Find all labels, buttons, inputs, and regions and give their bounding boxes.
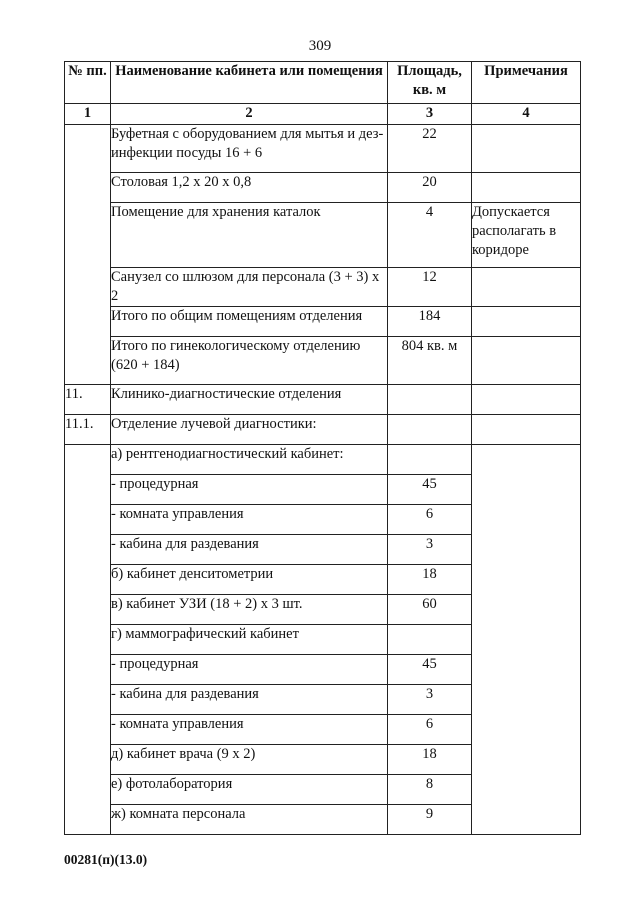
row-name: Итого по гинекологическому отделению (620 + 184): [111, 337, 388, 385]
row-area: 804 кв. м: [388, 337, 472, 385]
row-area: [388, 415, 472, 445]
row-note: [472, 337, 581, 385]
row-number: [65, 445, 111, 835]
row-name: Помещение для хранения каталок: [111, 203, 388, 268]
row-area: 8: [388, 775, 472, 805]
row-area: 3: [388, 685, 472, 715]
column-index: 2: [111, 104, 388, 125]
row-name: - кабина для раздевания: [111, 685, 388, 715]
premises-table: [64, 61, 581, 835]
row-note: [472, 445, 581, 835]
column-index: 1: [65, 104, 111, 125]
row-area: [388, 385, 472, 415]
row-area: [388, 625, 472, 655]
row-name: Буфетная с оборудованием для мытья и дез-инфекции посуды 16 + 6: [111, 125, 388, 173]
table-row: [65, 337, 581, 385]
row-name: ж) комната персонала: [111, 805, 388, 835]
row-area: 12: [388, 268, 472, 307]
row-area: 22: [388, 125, 472, 173]
row-name: Клинико-диагностические отделения: [111, 385, 388, 415]
row-name: - процедурная: [111, 475, 388, 505]
row-name: г) маммографический кабинет: [111, 625, 388, 655]
row-name: Итого по общим помещениям отделения: [111, 307, 388, 337]
row-area: 9: [388, 805, 472, 835]
row-name: - комната управления: [111, 715, 388, 745]
row-number: [65, 125, 111, 385]
column-index: 4: [472, 104, 581, 125]
row-area: 45: [388, 475, 472, 505]
page-number: 309: [308, 38, 332, 54]
row-name: в) кабинет УЗИ (18 + 2) х 3 шт.: [111, 595, 388, 625]
row-note: Допускается располагать в коридоре: [472, 203, 581, 268]
row-area: 20: [388, 173, 472, 203]
row-note: [472, 385, 581, 415]
table-row: [65, 415, 581, 445]
row-name: Санузел со шлюзом для персонала (3 + 3) х 2: [111, 268, 388, 307]
row-name: б) кабинет денситометрии: [111, 565, 388, 595]
row-name: Отделение лучевой диагностики:: [111, 415, 388, 445]
table-header-row: [65, 62, 581, 104]
table-row: [65, 125, 581, 173]
row-name: д) кабинет врача (9 х 2): [111, 745, 388, 775]
row-name: а) рентгенодиагностический кабинет:: [111, 445, 388, 475]
row-area: 3: [388, 535, 472, 565]
row-name: е) фотолаборатория: [111, 775, 388, 805]
row-note: [472, 307, 581, 337]
table-row: [65, 203, 581, 268]
table-row: [65, 173, 581, 203]
row-area: 6: [388, 715, 472, 745]
row-area: [388, 445, 472, 475]
row-name: Столовая 1,2 х 20 х 0,8: [111, 173, 388, 203]
row-area: 18: [388, 745, 472, 775]
row-area: 60: [388, 595, 472, 625]
header-number: № пп.: [65, 62, 111, 104]
table-row: [65, 445, 581, 475]
row-number: 11.: [65, 385, 111, 415]
table-row: [65, 385, 581, 415]
table-row: [65, 268, 581, 307]
row-note: [472, 125, 581, 173]
table-row: [65, 307, 581, 337]
row-name: - комната управления: [111, 505, 388, 535]
column-index: 3: [388, 104, 472, 125]
row-number: 11.1.: [65, 415, 111, 445]
row-area: 45: [388, 655, 472, 685]
row-area: 4: [388, 203, 472, 268]
row-note: [472, 415, 581, 445]
row-area: 18: [388, 565, 472, 595]
column-index-row: [65, 104, 581, 125]
header-area: Площадь, кв. м: [388, 62, 472, 104]
row-note: [472, 268, 581, 307]
row-name: - кабина для раздевания: [111, 535, 388, 565]
row-name: - процедурная: [111, 655, 388, 685]
header-name: Наименование кабинета или помещения: [111, 62, 388, 104]
row-area: 184: [388, 307, 472, 337]
header-notes: Примечания: [472, 62, 581, 104]
row-note: [472, 173, 581, 203]
document-code: 00281(п)(13.0): [64, 852, 148, 867]
row-area: 6: [388, 505, 472, 535]
